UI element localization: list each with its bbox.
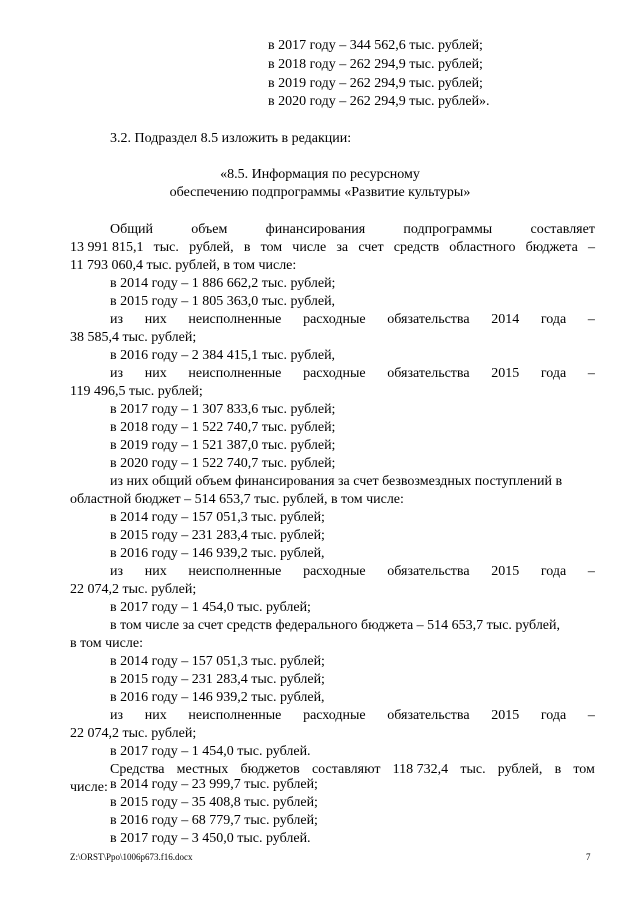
text-line: в 2016 году – 68 779,7 тыс. рублей; — [110, 813, 318, 828]
justified-line: из них неисполненные расходные обязательства 2015 года – — [110, 708, 595, 723]
justified-line: 13 991 815,1 тыс. рублей, в том числе за счет средств областного бюджета – — [70, 240, 595, 255]
text-line: в 2015 году – 35 408,8 тыс. рублей; — [110, 795, 318, 810]
text-line: в 2014 году – 23 999,7 тыс. рублей; — [110, 777, 318, 792]
text-line: 22 074,2 тыс. рублей; — [70, 582, 197, 597]
text-line: 22 074,2 тыс. рублей; — [70, 726, 197, 741]
text-line: в том числе: — [70, 636, 143, 651]
text-line: в 2017 году – 1 454,0 тыс. рублей. — [110, 744, 311, 759]
justified-line: из них неисполненные расходные обязательства 2014 года – — [110, 312, 595, 327]
text-line: в 2018 году – 262 294,9 тыс. рублей; — [268, 57, 483, 72]
text-line: в 2015 году – 1 805 363,0 тыс. рублей, — [110, 294, 336, 309]
footer-page-number: 7 — [586, 852, 591, 862]
text-line: числе: — [70, 780, 108, 795]
text-line: в 2018 году – 1 522 740,7 тыс. рублей; — [110, 420, 336, 435]
text-line: 11 793 060,4 тыс. рублей, в том числе: — [70, 258, 297, 273]
section-heading-line2: обеспечению подпрограммы «Развитие культуры» — [169, 185, 471, 200]
text-line: в 2020 году – 1 522 740,7 тыс. рублей; — [110, 456, 336, 471]
section-heading-line1: «8.5. Информация по ресурсному — [220, 167, 420, 182]
justified-line: из них неисполненные расходные обязательства 2015 года – — [110, 366, 595, 381]
text-line: в том числе за счет средств федерального бюджета – 514 653,7 тыс. рублей, — [110, 618, 561, 633]
text-line: в 2016 году – 146 939,2 тыс. рублей, — [110, 546, 325, 561]
justified-line: Общий объем финансирования подпрограммы составляет — [110, 222, 595, 237]
justified-line: из них неисполненные расходные обязательства 2015 года – — [110, 564, 595, 579]
text-line: в 2019 году – 1 521 387,0 тыс. рублей; — [110, 438, 336, 453]
text-line: 119 496,5 тыс. рублей; — [70, 384, 203, 399]
text-line: в 2016 году – 146 939,2 тыс. рублей, — [110, 690, 325, 705]
text-line: из них общий объем финансирования за счет безвозмездных поступлений в — [110, 474, 563, 489]
footer-file-path: Z:\ORST\Ppo\1006p673.f16.docx — [70, 852, 193, 862]
section-item: 3.2. Подраздел 8.5 изложить в редакции: — [110, 131, 352, 146]
text-line: 38 585,4 тыс. рублей; — [70, 330, 197, 345]
text-line: в 2015 году – 231 283,4 тыс. рублей; — [110, 528, 325, 543]
text-line: в 2016 году – 2 384 415,1 тыс. рублей, — [110, 348, 336, 363]
justified-line: Средства местных бюджетов составляют 118 732,4 тыс. рублей, в том — [110, 762, 595, 777]
text-line: в 2020 году – 262 294,9 тыс. рублей». — [268, 94, 490, 109]
text-line: областной бюджет – 514 653,7 тыс. рублей, в том числе: — [70, 492, 404, 507]
text-line: в 2017 году – 344 562,6 тыс. рублей; — [268, 38, 483, 53]
text-line: в 2017 году – 1 454,0 тыс. рублей; — [110, 600, 311, 615]
text-line: в 2014 году – 157 051,3 тыс. рублей; — [110, 510, 325, 525]
text-line: в 2015 году – 231 283,4 тыс. рублей; — [110, 672, 325, 687]
text-line: в 2014 году – 157 051,3 тыс. рублей; — [110, 654, 325, 669]
text-line: в 2019 году – 262 294,9 тыс. рублей; — [268, 76, 483, 91]
text-line: в 2017 году – 1 307 833,6 тыс. рублей; — [110, 402, 336, 417]
text-line: в 2017 году – 3 450,0 тыс. рублей. — [110, 831, 311, 846]
text-line: в 2014 году – 1 886 662,2 тыс. рублей; — [110, 276, 336, 291]
